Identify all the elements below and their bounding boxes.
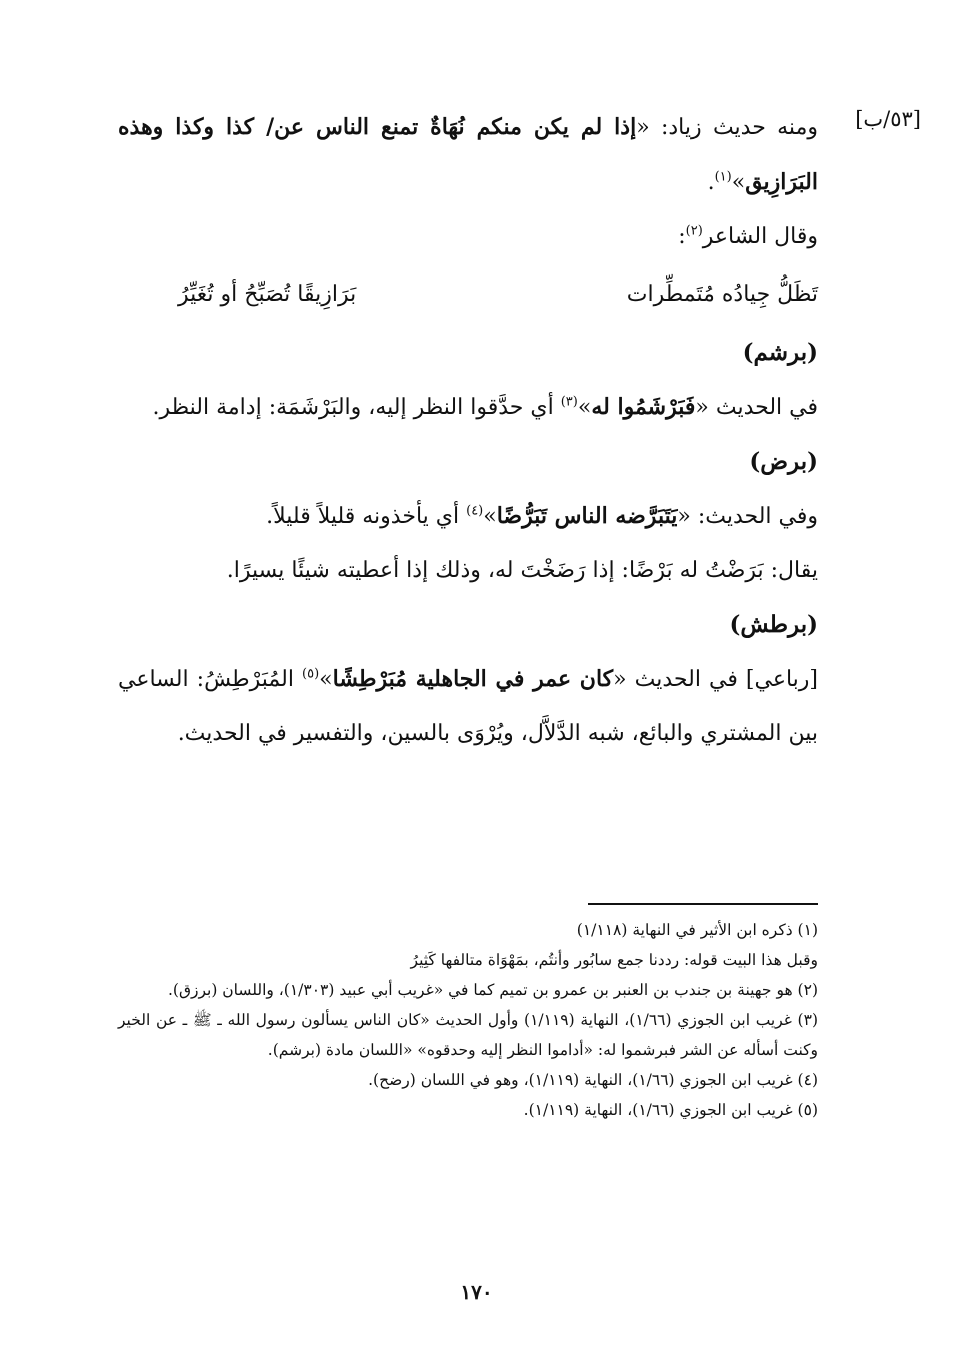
quote-close: » — [577, 395, 592, 420]
margin-folio-reference: [٥٣/ب] — [855, 107, 921, 131]
footnote-ref-1: (١) — [714, 169, 732, 185]
footnote-ref-3: (٣) — [560, 394, 578, 410]
footnote-1: (١) ذكره ابن الأثير في النهاية (١/١١٨) — [576, 921, 818, 939]
entry-barazeeq-hadith — [118, 100, 818, 210]
hadith-intro: ومنه حديث زياد: « — [636, 115, 818, 140]
main-text — [118, 100, 818, 761]
root-heading-bartash: (برطش) — [729, 611, 818, 638]
quote-close: » — [483, 504, 497, 529]
definition: المُبَرْطِشُ: الساعي بين المشتري والبائع، شبه الدَّلاَّل، ويُرْوَى بالسين، والتفسير في الحديث. — [118, 667, 818, 746]
entry-bartash — [118, 652, 818, 761]
poet-intro-text: وقال الشاعر — [702, 224, 818, 249]
hadith-quote: إذا لم يكن منكم نُهَاةٌ تمنع الناس عن/ كذا وكذا وهذه البَرَازِيق — [118, 114, 818, 195]
quote-close: » — [319, 667, 333, 692]
footnote-5: (٥) غريب ابن الجوزي (١/٦٦)، النهاية (١/١١٩). — [523, 1101, 818, 1119]
footnote-2: (٢) هو جهينة بن جندب بن العنبر بن عمرو بن تميم كما في «غريب أبي عبيد (١/٣٠٣)، واللسان (برزق). — [167, 981, 818, 999]
definition: أي حدَّقوا النظر إليه، والبَرْشَمَة: إدامة النظر. — [152, 395, 561, 420]
definition: أي يأخذونه قليلاً قليلاً. — [266, 504, 467, 529]
page-number: ١٧٠ — [460, 1280, 493, 1304]
hadith-quote: كان عمر في الجاهلية مُبَرْطِشًا — [332, 666, 614, 692]
footnote-1-verse: وقبل هذا البيت قوله: رددنا جمع سابُور وأنتُم، بمَهْوَاة متالفها كَثِيرُ — [410, 951, 818, 969]
verse-second-hemistich: بَرَازِيقًا تُصَبِّحُ أو تُغَيِّرُ — [178, 282, 357, 307]
hadith-intro: في الحديث « — [695, 395, 818, 420]
footnote-ref-4: (٤) — [466, 503, 484, 519]
poet-intro — [118, 210, 818, 264]
hadith-intro: وفي الحديث: « — [677, 504, 818, 529]
root-heading-barad: (برض) — [749, 448, 818, 475]
hadith-quote: فَبَرْشَمُوا له — [591, 394, 696, 420]
verse-first-hemistich: تَظَلُّ جِيادُه مُتَمطِّرات — [626, 282, 818, 307]
poem-verse — [118, 268, 818, 322]
footnote-4: (٤) غريب ابن الجوزي (١/٦٦)، النهاية (١/١١٩)، وهو في اللسان (رضح). — [368, 1071, 818, 1089]
quote-close: » — [731, 170, 746, 195]
poet-colon: : — [678, 224, 686, 249]
entry-barad-usage: يقال: بَرَضْتُ له بَرْضًا: إذا رَضَخْتَ له، وذلك إذا أعطيته شيئًا يسيرًا. — [226, 558, 818, 583]
line-end: . — [707, 170, 715, 195]
hadith-quote: يَتَبَرَّضه الناس تَبَرُّضًا — [496, 503, 678, 529]
root-heading-barsham: (برشم) — [742, 339, 818, 366]
entry-barsham — [118, 380, 818, 435]
footnote-ref-5: (٥) — [302, 666, 320, 682]
footnote-ref-2: (٢) — [685, 223, 703, 239]
hadith-intro: [رباعي] في الحديث « — [613, 667, 818, 692]
footnotes — [118, 915, 818, 1125]
entry-barad — [118, 489, 818, 544]
footnote-separator — [588, 903, 818, 905]
footnote-3: (٣) غريب ابن الجوزي (١/٦٦)، النهاية (١/١١٩) وأول الحديث «كان الناس يسألون رسول الله ـ ﷺ ـ عن الخير وكنت أسأله عن الشر فبرشموا له: «أداموا النظر إليه وحدقوه» «اللسان مادة (برشم). — [118, 1011, 818, 1059]
